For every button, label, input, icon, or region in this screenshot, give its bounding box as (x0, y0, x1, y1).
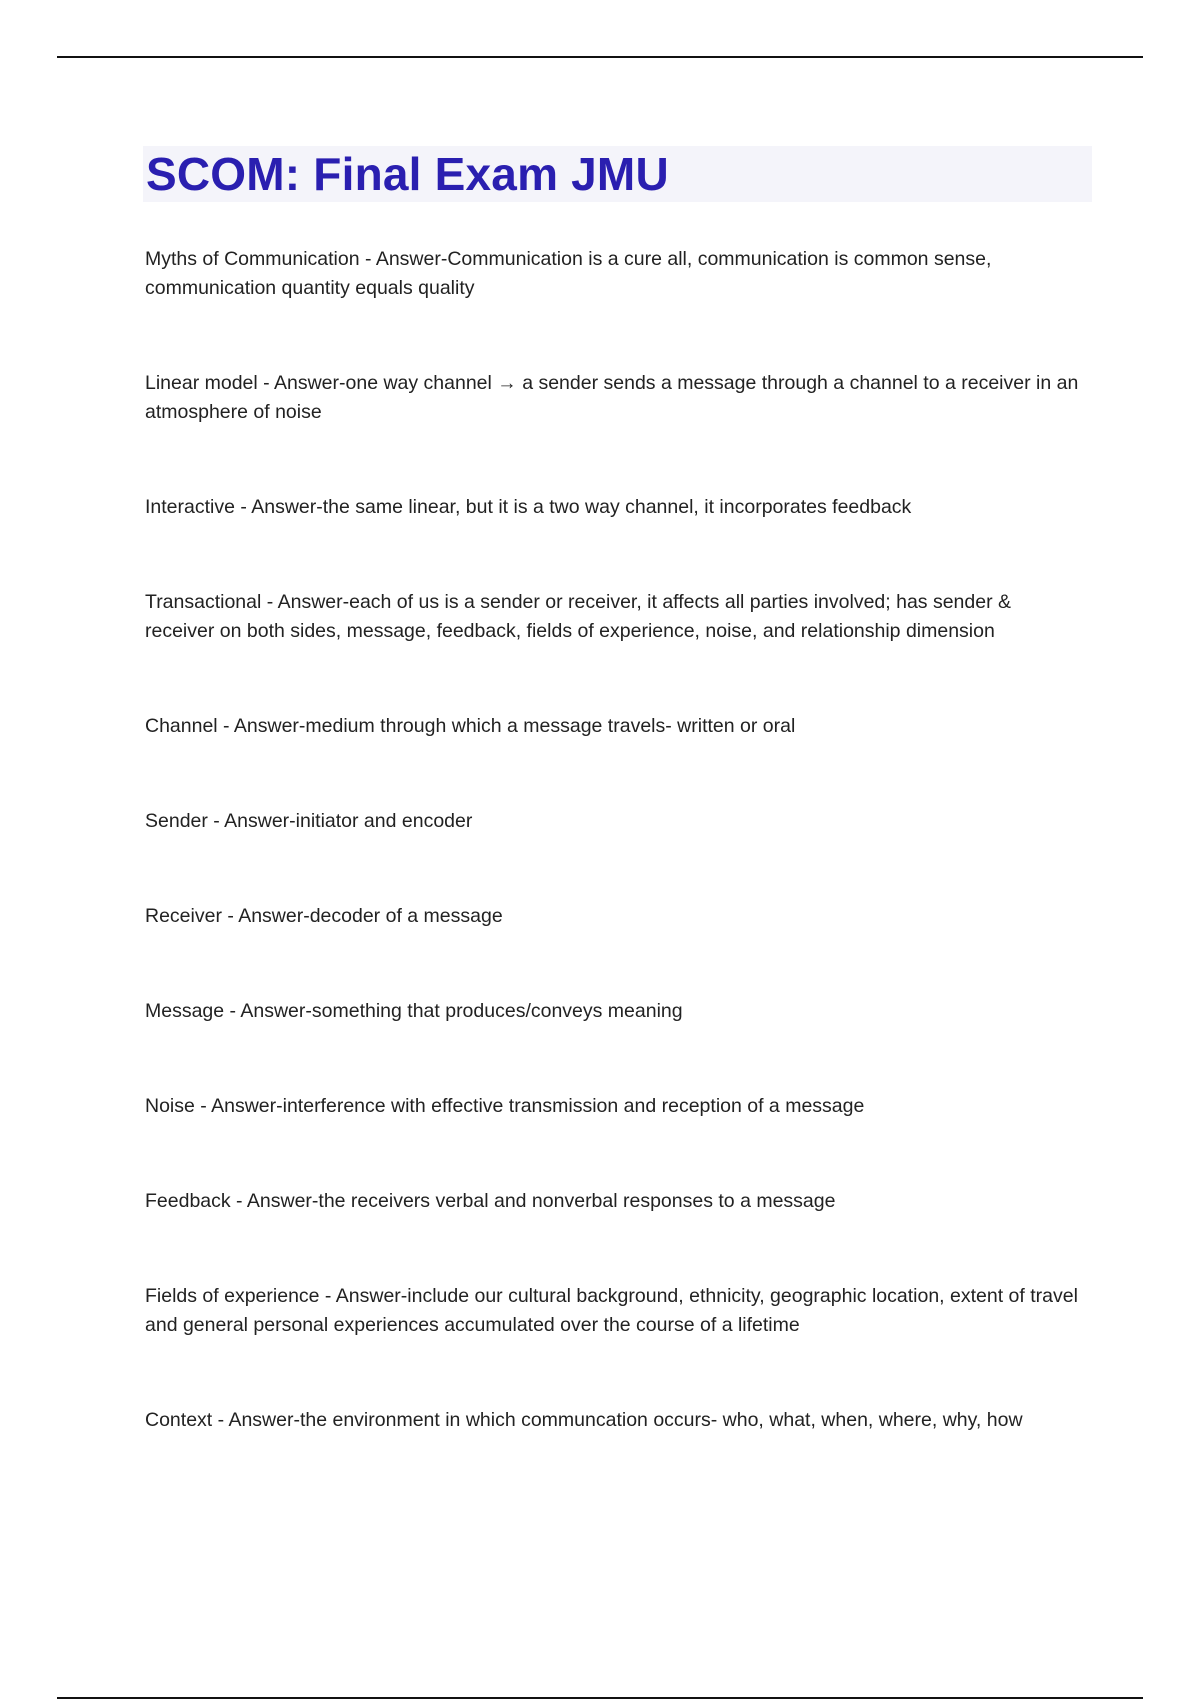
flashcard-entry: Feedback - Answer-the receivers verbal and nonverbal responses to a message (145, 1190, 836, 1212)
flashcard-entry: Interactive - Answer-the same linear, but it is a two way channel, it incorporates feedback (145, 496, 912, 518)
flashcard-entry: Fields of experience - Answer-include our cultural background, ethnicity, geographic location, extent of travel and general personal experiences accumulated over the course of a lifetime (145, 1285, 1078, 1336)
flashcard-list (145, 245, 1085, 1501)
flashcard-entry: Message - Answer-something that produces/conveys meaning (145, 1000, 683, 1022)
flashcard-entry: Sender - Answer-initiator and encoder (145, 810, 473, 832)
flashcard-entry: Noise - Answer-interference with effective transmission and reception of a message (145, 1095, 865, 1117)
flashcard-entry: Myths of Communication - Answer-Communication is a cure all, communication is common sense, communication quantity equals quality (145, 248, 992, 299)
flashcard-entry: Transactional - Answer-each of us is a sender or receiver, it affects all parties involved; has sender & receiver on both sides, message, feedback, fields of experience, noise, and relationship dimension (145, 591, 1012, 642)
flashcard-entry: Context - Answer-the environment in which communcation occurs- who, what, when, where, why, how (145, 1409, 1023, 1431)
flashcard-entry: Linear model - Answer-one way channel → a sender sends a message through a channel to a receiver in an atmosphere of noise (145, 372, 1079, 423)
flashcard-entry: Channel - Answer-medium through which a message travels- written or oral (145, 715, 796, 737)
document-title: SCOM: Final Exam JMU (146, 148, 669, 200)
flashcard-entry: Receiver - Answer-decoder of a message (145, 905, 503, 927)
bottom-divider (57, 1697, 1143, 1699)
top-divider (57, 56, 1143, 58)
